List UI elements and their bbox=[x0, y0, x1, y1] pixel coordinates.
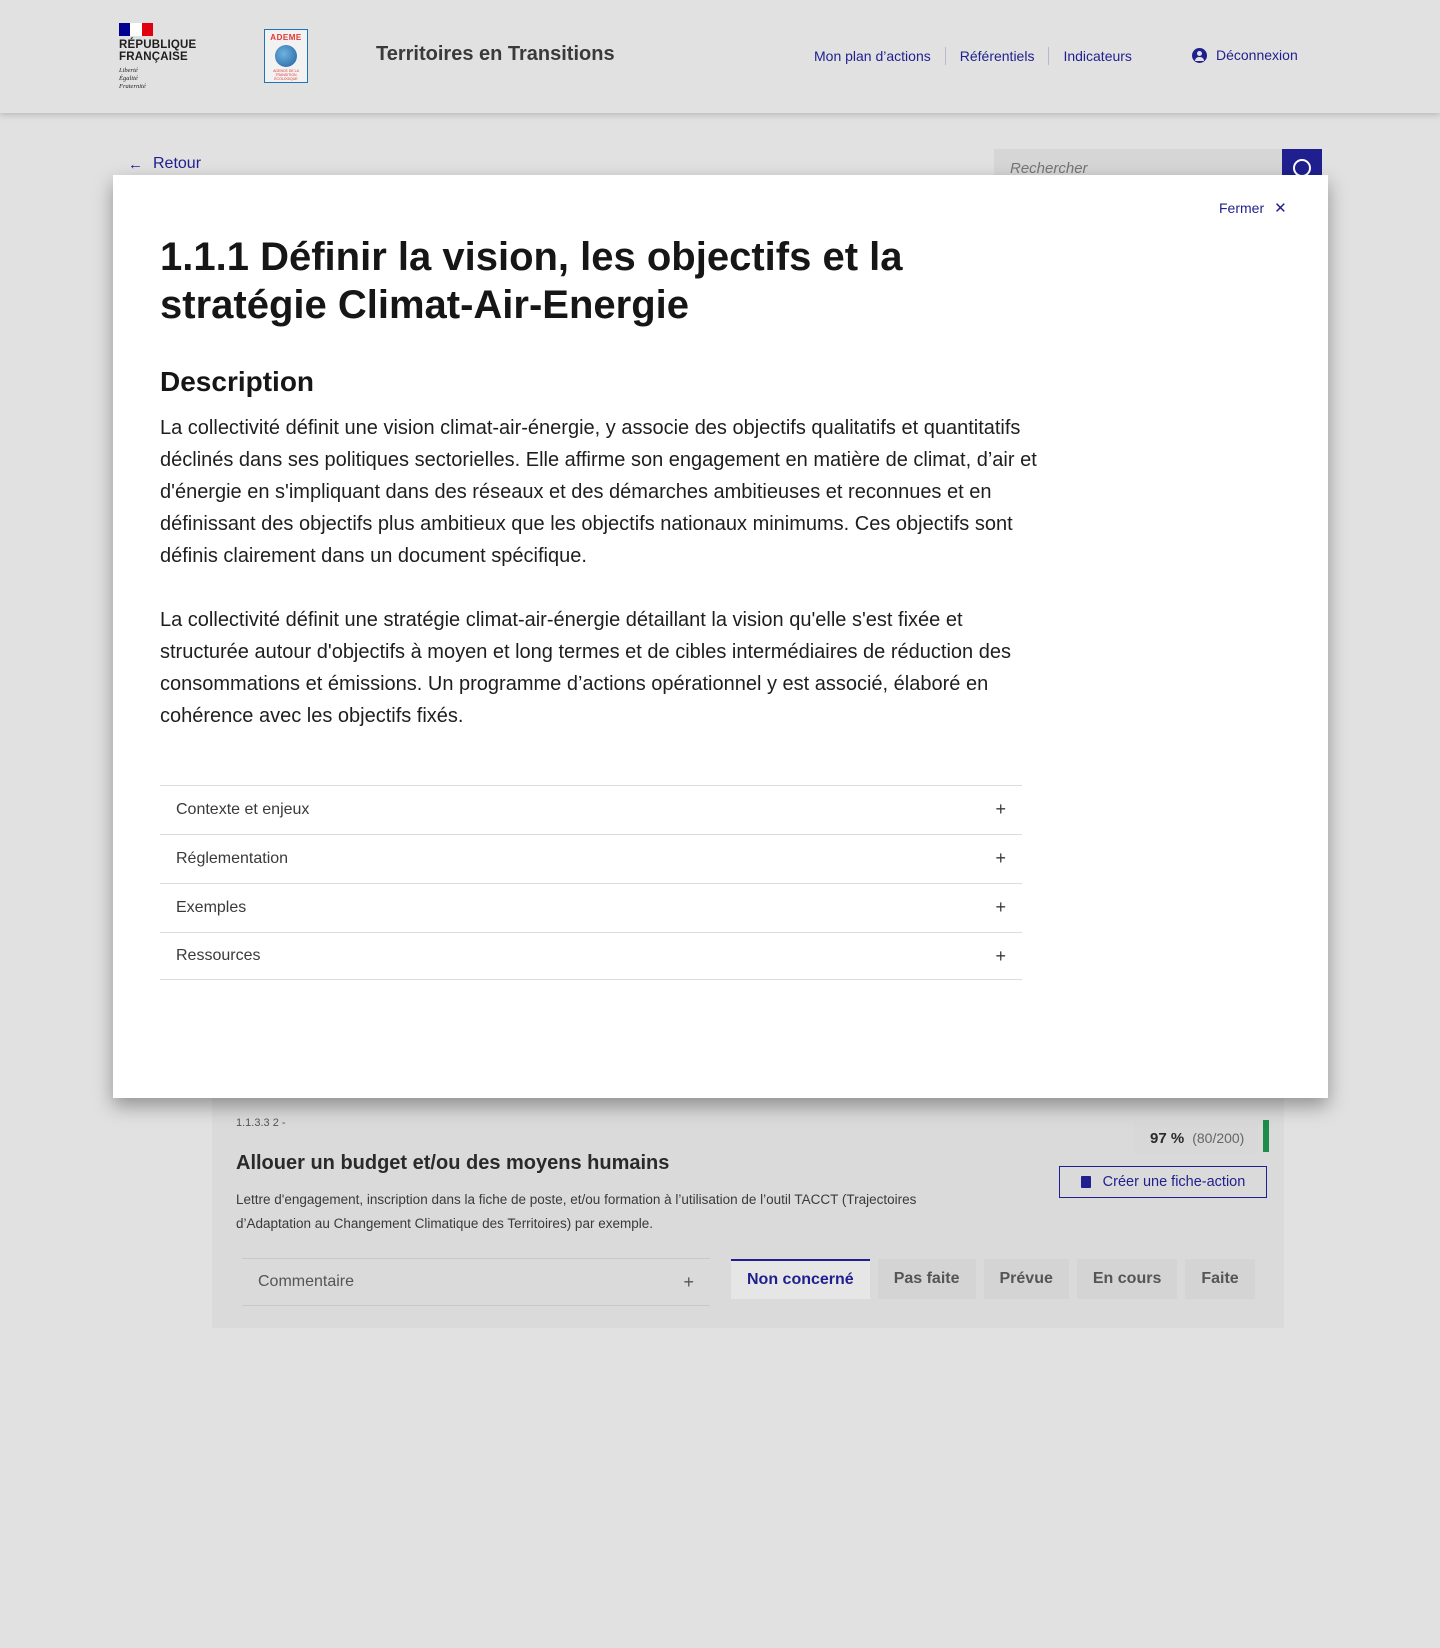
motto-egalite: Égalité bbox=[119, 75, 138, 82]
comment-accordion[interactable] bbox=[242, 1258, 710, 1306]
ademe-logo-label: ADEME bbox=[270, 33, 302, 42]
plus-icon: + bbox=[683, 1271, 694, 1292]
motto-fraternite: Fraternité bbox=[119, 83, 146, 90]
action-title: Allouer un budget et/ou des moyens humains bbox=[236, 1152, 670, 1174]
back-link[interactable] bbox=[128, 155, 201, 173]
logout-label: Déconnexion bbox=[1216, 47, 1298, 63]
status-non-concerne[interactable]: Non concerné bbox=[731, 1259, 870, 1299]
status-selector bbox=[731, 1259, 1263, 1299]
accordion-label: Contexte et enjeux bbox=[176, 800, 310, 818]
description-heading: Description bbox=[160, 366, 315, 397]
status-pas-faite[interactable]: Pas faite bbox=[878, 1259, 976, 1299]
accordion-reglementation[interactable] bbox=[160, 834, 1022, 882]
accordion-label: Réglementation bbox=[176, 849, 289, 867]
close-icon: ✕ bbox=[1274, 200, 1287, 217]
nav-divider bbox=[1048, 47, 1049, 65]
nav-indicateurs[interactable]: Indicateurs bbox=[1063, 48, 1132, 64]
plus-icon: + bbox=[995, 945, 1006, 966]
description-paragraph: La collectivité définit une vision climat-air-énergie, y associe des objectifs qualitatifs et quantitatifs déclinés dans ses politiques sectorielles. Elle affirme son engagement en matière de climat, d’air et d'énergie en s'impliquant dans des réseaux et des démarches ambitieuses et reconnues et en définissant des objectifs plus ambitieux que les objectifs nationaux minimums. Ces objectifs sont définis clairement dans un document spécifique. bbox=[160, 417, 1037, 567]
ademe-logo-sub: AGENCE DE LA TRANSITION ÉCOLOGIQUE bbox=[273, 69, 299, 81]
action-id: 1.1.3.3 2 - bbox=[236, 1117, 286, 1129]
modal-title: 1.1.1 Définir la vision, les objectifs et la stratégie Climat-Air-Energie bbox=[160, 235, 903, 327]
logo-name-line2: FRANÇAISE bbox=[119, 51, 188, 63]
status-prevue[interactable]: Prévue bbox=[984, 1259, 1069, 1299]
logout-button[interactable] bbox=[1192, 47, 1298, 63]
arrow-left-icon: ← bbox=[128, 155, 143, 173]
main-nav bbox=[814, 47, 1132, 65]
status-en-cours[interactable]: En cours bbox=[1077, 1259, 1177, 1299]
plus-icon: + bbox=[995, 848, 1006, 868]
description-paragraph: La collectivité définit une stratégie climat-air-énergie détaillant la vision qu'elle s'est fixée et structurée autour d'objectifs à moyen et long termes et de cibles intermédiaires de réduction des consommations et émissions. Un programme d’actions opérationnel y est associé, élaboré en cohérence avec les objectifs fixés. bbox=[160, 609, 1011, 727]
score-indicator-bar bbox=[1263, 1120, 1269, 1152]
site-header bbox=[0, 0, 1440, 113]
score-detail: (80/200) bbox=[1192, 1130, 1245, 1146]
create-fiche-action-button[interactable] bbox=[1059, 1166, 1267, 1198]
close-button[interactable] bbox=[1219, 199, 1287, 217]
book-icon bbox=[1081, 1176, 1091, 1188]
score-percent: 97 % bbox=[1150, 1129, 1185, 1147]
logo-motto bbox=[119, 67, 209, 91]
description-modal bbox=[113, 175, 1328, 1098]
accordion-exemples[interactable] bbox=[160, 883, 1022, 931]
motto-liberte: Liberté bbox=[119, 67, 138, 74]
accordion-label: Exemples bbox=[176, 898, 247, 916]
score-badge bbox=[1134, 1122, 1258, 1154]
globe-icon bbox=[275, 45, 297, 67]
site-title[interactable]: Territoires en Transitions bbox=[376, 43, 615, 65]
nav-mon-plan-actions[interactable]: Mon plan d’actions bbox=[814, 48, 931, 64]
user-circle-icon bbox=[1192, 48, 1207, 63]
description-body bbox=[160, 412, 1040, 764]
logo-name-line1: RÉPUBLIQUE bbox=[119, 39, 197, 51]
plus-icon: + bbox=[995, 799, 1006, 819]
back-label: Retour bbox=[153, 155, 202, 172]
nav-referentiels[interactable]: Référentiels bbox=[959, 48, 1035, 64]
accordion-ressources[interactable] bbox=[160, 932, 1022, 980]
action-description: Lettre d'engagement, inscription dans la fiche de poste, et/ou formation à l’utilisation de l’outil TACCT (Trajectoires d’Adaptation au Changement Climatique des Territoires) par exemple. bbox=[236, 1192, 917, 1231]
create-fiche-action-label: Créer une fiche-action bbox=[1102, 1174, 1246, 1190]
marianne-flag-icon bbox=[119, 23, 153, 36]
nav-divider bbox=[945, 47, 946, 65]
accordion-label: Ressources bbox=[176, 947, 261, 964]
accordion-contexte-enjeux[interactable] bbox=[160, 785, 1022, 833]
ademe-logo[interactable] bbox=[264, 29, 308, 83]
comment-label: Commentaire bbox=[258, 1273, 355, 1290]
close-label: Fermer bbox=[1219, 200, 1265, 216]
info-accordion bbox=[160, 785, 1022, 981]
republique-francaise-logo[interactable] bbox=[119, 23, 209, 91]
status-faite[interactable]: Faite bbox=[1185, 1259, 1254, 1299]
plus-icon: + bbox=[995, 897, 1006, 917]
